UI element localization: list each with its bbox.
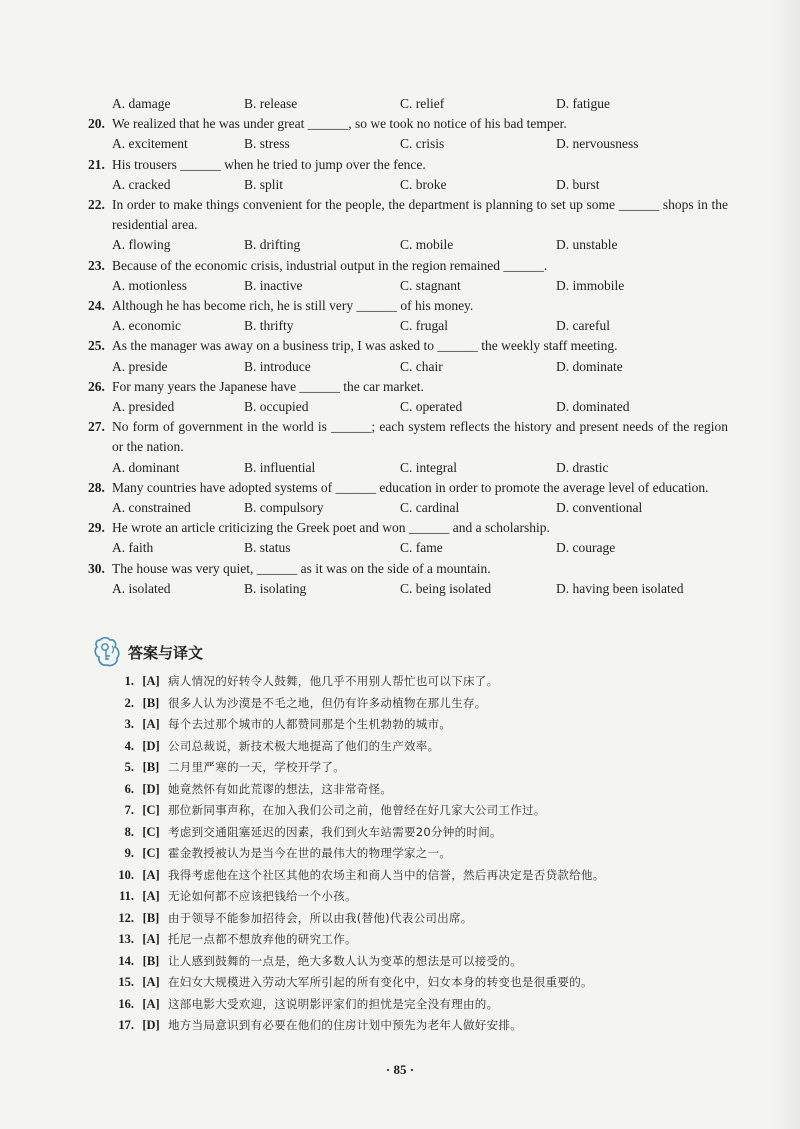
- answer-translation: 病人情况的好转令人鼓舞，他几乎不用别人帮忙也可以下床了。: [168, 674, 499, 688]
- answer-key: [D]: [142, 1018, 160, 1032]
- option-b: B. release: [244, 96, 298, 111]
- answer-translation: 公司总裁说，新技术极大地提高了他们的生产效率。: [168, 738, 440, 753]
- question-list: [88, 94, 728, 599]
- answer-translation: 这部电影大受欢迎，这说明影评家们的担忧是完全没有理由的。: [168, 996, 499, 1011]
- question-text: Although he has become rich, he is still very ______ of his money.: [112, 298, 474, 314]
- answer-item: [104, 972, 724, 994]
- question-number: 22.: [88, 197, 105, 213]
- option-a: A. dominant: [112, 459, 180, 475]
- answer-list: [104, 671, 724, 1037]
- option-a: A. presided: [112, 399, 175, 415]
- option-d: D. courage: [556, 540, 616, 556]
- question-number: 26.: [88, 378, 105, 394]
- option-b: B. drifting: [244, 237, 301, 253]
- answer-key-icon: [92, 634, 122, 670]
- answer-item: [104, 800, 724, 822]
- answer-item: [104, 886, 724, 908]
- question-stem: [88, 478, 728, 498]
- answer-translation: 考虑到交通阻塞延迟的因素，我们到火车站需要20分钟的时间。: [168, 824, 502, 839]
- question-number: 25.: [88, 338, 105, 354]
- answer-number: 7.: [124, 803, 134, 817]
- answer-item: [104, 714, 724, 736]
- question-number: 30.: [88, 560, 105, 576]
- answer-number: 1.: [124, 674, 134, 688]
- answer-key: [A]: [142, 674, 160, 688]
- page-edge-shadow: [770, 0, 800, 1129]
- option-c: C. integral: [400, 459, 457, 475]
- question-number: 28.: [88, 479, 105, 495]
- option-b: B. occupied: [244, 399, 309, 415]
- answers-section-title: 答案与译文: [128, 643, 204, 662]
- question-28: [88, 478, 728, 518]
- question-text: The house was very quiet, ______ as it was on the side of a mountain.: [112, 560, 491, 576]
- option-a: A. excitement: [112, 136, 188, 152]
- answer-key: [C]: [142, 846, 160, 860]
- option-d: D. nervousness: [556, 136, 639, 152]
- option-a: A. economic: [112, 318, 181, 334]
- answer-number: 9.: [124, 846, 134, 860]
- question-26: [88, 377, 728, 417]
- question-text: We realized that he was under great ______, so we took no notice of his bad temper.: [112, 116, 567, 132]
- answer-key: [A]: [142, 889, 160, 903]
- answer-translation: 二月里严寒的一天，学校开学了。: [168, 760, 345, 774]
- option-a: A. faith: [112, 540, 154, 556]
- option-c: C. relief: [400, 96, 445, 111]
- option-c: C. frugal: [400, 318, 448, 334]
- question-text: Because of the economic crisis, industrial output in the region remained ______.: [112, 257, 548, 273]
- option-b: B. isolating: [244, 580, 307, 596]
- option-d: D. careful: [556, 318, 610, 334]
- option-d: D. unstable: [556, 237, 618, 253]
- question-25: [88, 336, 728, 376]
- options-row: [88, 316, 728, 336]
- question-27: [88, 417, 728, 478]
- question-stem: [88, 114, 728, 134]
- question-stem: [88, 336, 728, 356]
- answer-item: [104, 736, 724, 758]
- question-number: 23.: [88, 257, 105, 273]
- answer-number: 16.: [118, 996, 134, 1011]
- option-d: D. dominate: [556, 358, 623, 374]
- answer-translation: 我得考虑他在这个社区其他的农场主和商人当中的信誉，然后再决定是否贷款给他。: [168, 867, 605, 882]
- question-29: [88, 518, 728, 558]
- answer-item: [104, 822, 724, 844]
- options-row: [88, 458, 728, 478]
- answer-key: [A]: [142, 996, 160, 1011]
- option-c: C. being isolated: [400, 580, 492, 596]
- options-row: [88, 579, 728, 599]
- question-text: As the manager was away on a business trip, I was asked to ______ the weekly staff meeting.: [112, 338, 618, 354]
- option-b: B. status: [244, 540, 291, 556]
- option-c: C. operated: [400, 399, 463, 415]
- answer-key: [B]: [142, 910, 160, 925]
- option-b: B. inactive: [244, 277, 303, 293]
- answer-translation: 地方当局意识到有必要在他们的住房计划中预先为老年人做好安排。: [168, 1018, 522, 1032]
- answer-number: 12.: [118, 910, 134, 925]
- question-stem: [88, 518, 728, 538]
- answer-number: 13.: [118, 932, 134, 946]
- options-row: [88, 134, 728, 154]
- question-text: His trousers ______ when he tried to jump over the fence.: [112, 156, 426, 172]
- option-a: A. isolated: [112, 580, 171, 596]
- answer-number: 10.: [118, 867, 134, 882]
- question-stem: [88, 155, 728, 175]
- option-d: D. conventional: [556, 500, 643, 516]
- options-row: [88, 235, 728, 255]
- question-stem: [88, 377, 728, 397]
- answer-item: [104, 757, 724, 779]
- options-row: [88, 357, 728, 377]
- question-stem: [88, 417, 728, 457]
- option-c: C. stagnant: [400, 277, 461, 293]
- answer-item: [104, 929, 724, 951]
- option-c: C. fame: [400, 540, 443, 556]
- answer-item: [104, 693, 724, 715]
- question-stem: [88, 256, 728, 276]
- option-a: A. motionless: [112, 277, 188, 293]
- option-c: C. crisis: [400, 136, 445, 152]
- answer-key: [B]: [142, 695, 160, 710]
- answer-key: [C]: [142, 824, 160, 839]
- question-30: [88, 559, 728, 599]
- option-d: D. immobile: [556, 277, 625, 293]
- question-21: [88, 155, 728, 195]
- options-row: [88, 94, 728, 114]
- answer-key: [D]: [142, 781, 160, 796]
- question-text: In order to make things convenient for the people, the department is planning to set up some ______ shops in the residential area.: [112, 197, 728, 233]
- answer-translation: 那位新同事声称，在加入我们公司之前，他曾经在好几家大公司工作过。: [168, 803, 546, 817]
- answer-number: 3.: [124, 717, 134, 731]
- option-c: C. chair: [400, 358, 443, 374]
- answer-key: [A]: [142, 975, 160, 989]
- answer-item: [104, 779, 724, 801]
- question-text: For many years the Japanese have ______ the car market.: [112, 378, 424, 394]
- answer-item: [104, 671, 724, 693]
- question-stem: [88, 296, 728, 316]
- page-number: · 85 ·: [385, 1062, 415, 1077]
- question-text: He wrote an article criticizing the Greek poet and won ______ and a scholarship.: [112, 520, 550, 536]
- answer-item: [104, 908, 724, 930]
- options-row: [88, 175, 728, 195]
- option-d: D. burst: [556, 176, 600, 192]
- option-d: D. dominated: [556, 399, 630, 415]
- answer-key: [C]: [142, 803, 160, 817]
- option-b: B. introduce: [244, 358, 311, 374]
- question-number: 20.: [88, 116, 105, 132]
- option-a: A. cracked: [112, 176, 171, 192]
- option-d: D. drastic: [556, 459, 609, 475]
- answer-translation: 每个去过那个城市的人都赞同那是个生机勃勃的城市。: [168, 717, 452, 731]
- option-d: D. having been isolated: [556, 580, 684, 596]
- answer-key: [A]: [142, 717, 160, 731]
- question-stem: [88, 195, 728, 235]
- option-c: C. broke: [400, 176, 447, 192]
- option-d: D. fatigue: [556, 96, 610, 111]
- answer-translation: 由于领导不能参加招待会，所以由我(替他)代表公司出席。: [168, 910, 473, 925]
- options-row: [88, 397, 728, 417]
- options-row: [88, 276, 728, 296]
- option-b: B. influential: [244, 459, 316, 475]
- answer-number: 2.: [124, 695, 134, 710]
- option-b: B. compulsory: [244, 500, 324, 516]
- option-c: C. cardinal: [400, 500, 460, 516]
- answer-translation: 让人感到鼓舞的一点是，绝大多数人认为变革的想法是可以接受的。: [168, 953, 522, 968]
- answer-translation: 在妇女大规模进入劳动大军所引起的所有变化中，妇女本身的转变也是很重要的。: [168, 975, 593, 989]
- question-22: [88, 195, 728, 256]
- answer-key: [B]: [142, 953, 160, 968]
- question-number: 21.: [88, 156, 105, 172]
- option-b: B. stress: [244, 136, 290, 152]
- option-a: A. constrained: [112, 500, 191, 516]
- answer-number: 8.: [124, 824, 134, 839]
- answer-translation: 霍金教授被认为是当今在世的最伟大的物理学家之一。: [168, 846, 452, 860]
- answer-key: [A]: [142, 932, 160, 946]
- question-text: No form of government in the world is ______; each system reflects the history and present needs of the region or the nation.: [112, 419, 728, 455]
- question-number: 24.: [88, 298, 105, 314]
- options-row: [88, 538, 728, 558]
- question-number: 29.: [88, 520, 105, 536]
- option-b: B. thrifty: [244, 318, 294, 334]
- answer-number: 5.: [124, 760, 134, 774]
- option-a: A. flowing: [112, 237, 171, 253]
- answer-item: [104, 843, 724, 865]
- answer-item: [104, 994, 724, 1016]
- option-b: B. split: [244, 176, 284, 192]
- answer-key: [D]: [142, 738, 160, 753]
- answer-translation: 托尼一点都不想放弃他的研究工作。: [168, 932, 357, 946]
- answer-number: 4.: [124, 738, 134, 753]
- question-23: [88, 256, 728, 296]
- answer-item: [104, 1015, 724, 1037]
- answers-section-header: [92, 634, 203, 670]
- answer-key: [B]: [142, 760, 160, 774]
- question-number: 27.: [88, 419, 105, 435]
- question-24: [88, 296, 728, 336]
- answer-number: 17.: [118, 1018, 134, 1032]
- answer-number: 14.: [118, 953, 134, 968]
- answer-translation: 很多人认为沙漠是不毛之地，但仍有许多动植物在那儿生存。: [168, 695, 487, 710]
- question-text: Many countries have adopted systems of ______ education in order to promote the average level of education.: [112, 479, 709, 495]
- answer-key: [A]: [142, 867, 160, 882]
- answer-translation: 无论如何都不应该把钱给一个小孩。: [168, 889, 357, 903]
- option-a: A. preside: [112, 358, 168, 374]
- answer-item: [104, 865, 724, 887]
- answer-number: 11.: [119, 889, 134, 903]
- answer-item: [104, 951, 724, 973]
- question-19-options-only: [88, 94, 728, 114]
- question-stem: [88, 559, 728, 579]
- options-row: [88, 498, 728, 518]
- option-a: A. damage: [112, 96, 171, 111]
- answer-translation: 她竟然怀有如此荒谬的想法，这非常奇怪。: [168, 781, 393, 796]
- question-20: [88, 114, 728, 154]
- answer-number: 15.: [118, 975, 134, 989]
- option-c: C. mobile: [400, 237, 454, 253]
- answer-number: 6.: [124, 781, 134, 796]
